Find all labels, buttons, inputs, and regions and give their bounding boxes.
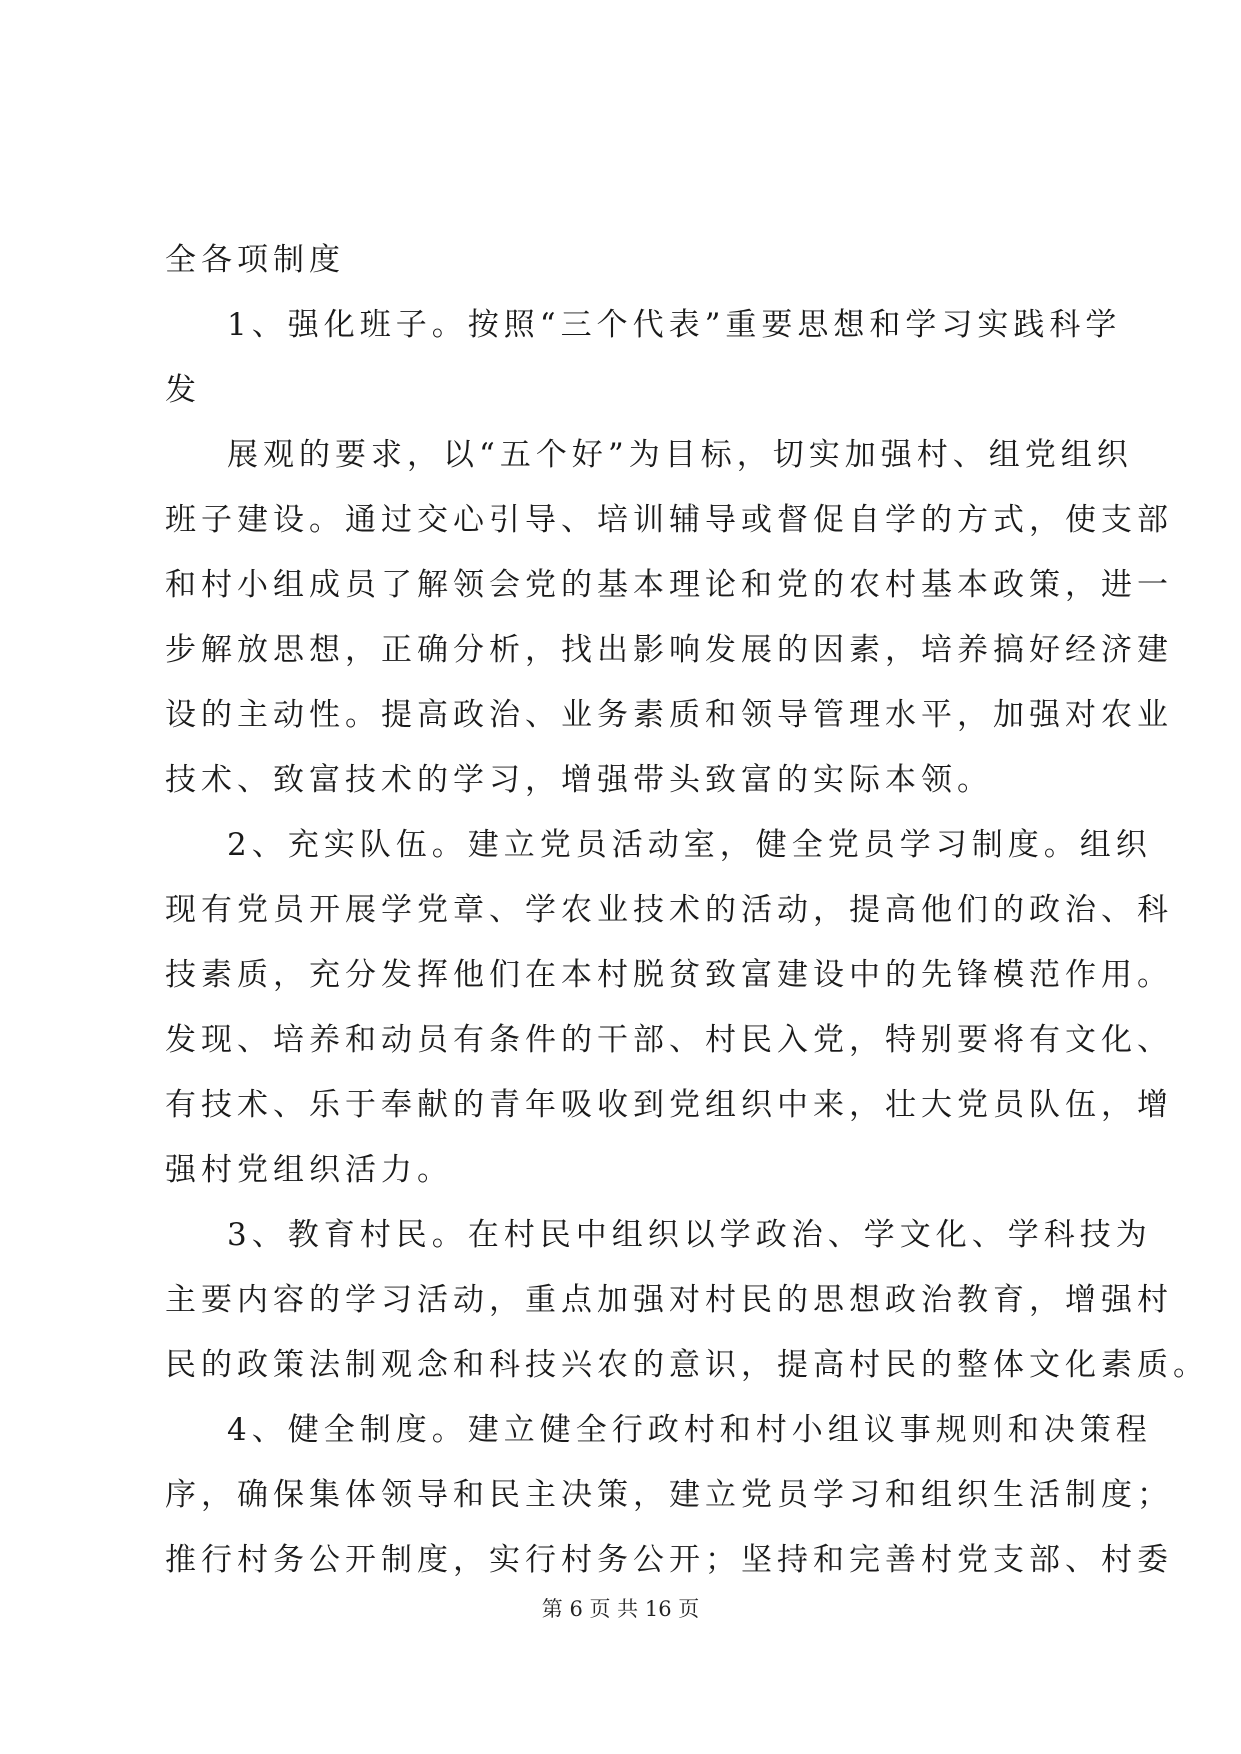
section-4-heading-line: 4、健全制度。建立健全行政村和村小组议事规则和决策程 [227,1412,1152,1448]
page-footer: 第 6 页 共 16 页 [541,1597,700,1621]
section-1-heading-line: 1、强化班子。按照“三个代表”重要思想和学习实践科学 [227,307,1122,343]
text-line: 和村小组成员了解领会党的基本理论和党的农村基本政策，进一 [165,567,1173,603]
text-line: 推行村务公开制度，实行村务公开；坚持和完善村党支部、村委 [165,1542,1173,1578]
text-line: 设的主动性。提高政治、业务素质和领导管理水平，加强对农业 [165,697,1173,733]
text-line: 技素质，充分发挥他们在本村脱贫致富建设中的先锋模范作用。 [165,957,1173,993]
text-line: 班子建设。通过交心引导、培训辅导或督促自学的方式，使支部 [165,502,1173,538]
text-line: 展观的要求，以“五个好”为目标，切实加强村、组党组织 [227,437,1133,473]
text-line: 序，确保集体领导和民主决策，建立党员学习和组织生活制度； [165,1477,1173,1513]
text-line: 现有党员开展学党章、学农业技术的活动，提高他们的政治、科 [165,892,1173,928]
document-body [165,228,1209,1593]
text-line: 民的政策法制观念和科技兴农的意识，提高村民的整体文化素质。 [165,1347,1209,1383]
text-line: 强村党组织活力。 [165,1152,453,1188]
text-line: 发 [165,372,201,408]
text-line: 有技术、乐于奉献的青年吸收到党组织中来，壮大党员队伍，增 [165,1087,1173,1123]
text-line: 发现、培养和动员有条件的干部、村民入党，特别要将有文化、 [165,1022,1173,1058]
section-2-heading-line: 2、充实队伍。建立党员活动室，健全党员学习制度。组织 [227,827,1152,863]
text-line: 全各项制度 [165,242,345,278]
text-line: 步解放思想，正确分析，找出影响发展的因素，培养搞好经济建 [165,632,1173,668]
text-line: 主要内容的学习活动，重点加强对村民的思想政治教育，增强村 [165,1282,1173,1318]
text-line: 技术、致富技术的学习，增强带头致富的实际本领。 [165,762,993,798]
section-3-heading-line: 3、教育村民。在村民中组织以学政治、学文化、学科技为 [227,1217,1152,1253]
